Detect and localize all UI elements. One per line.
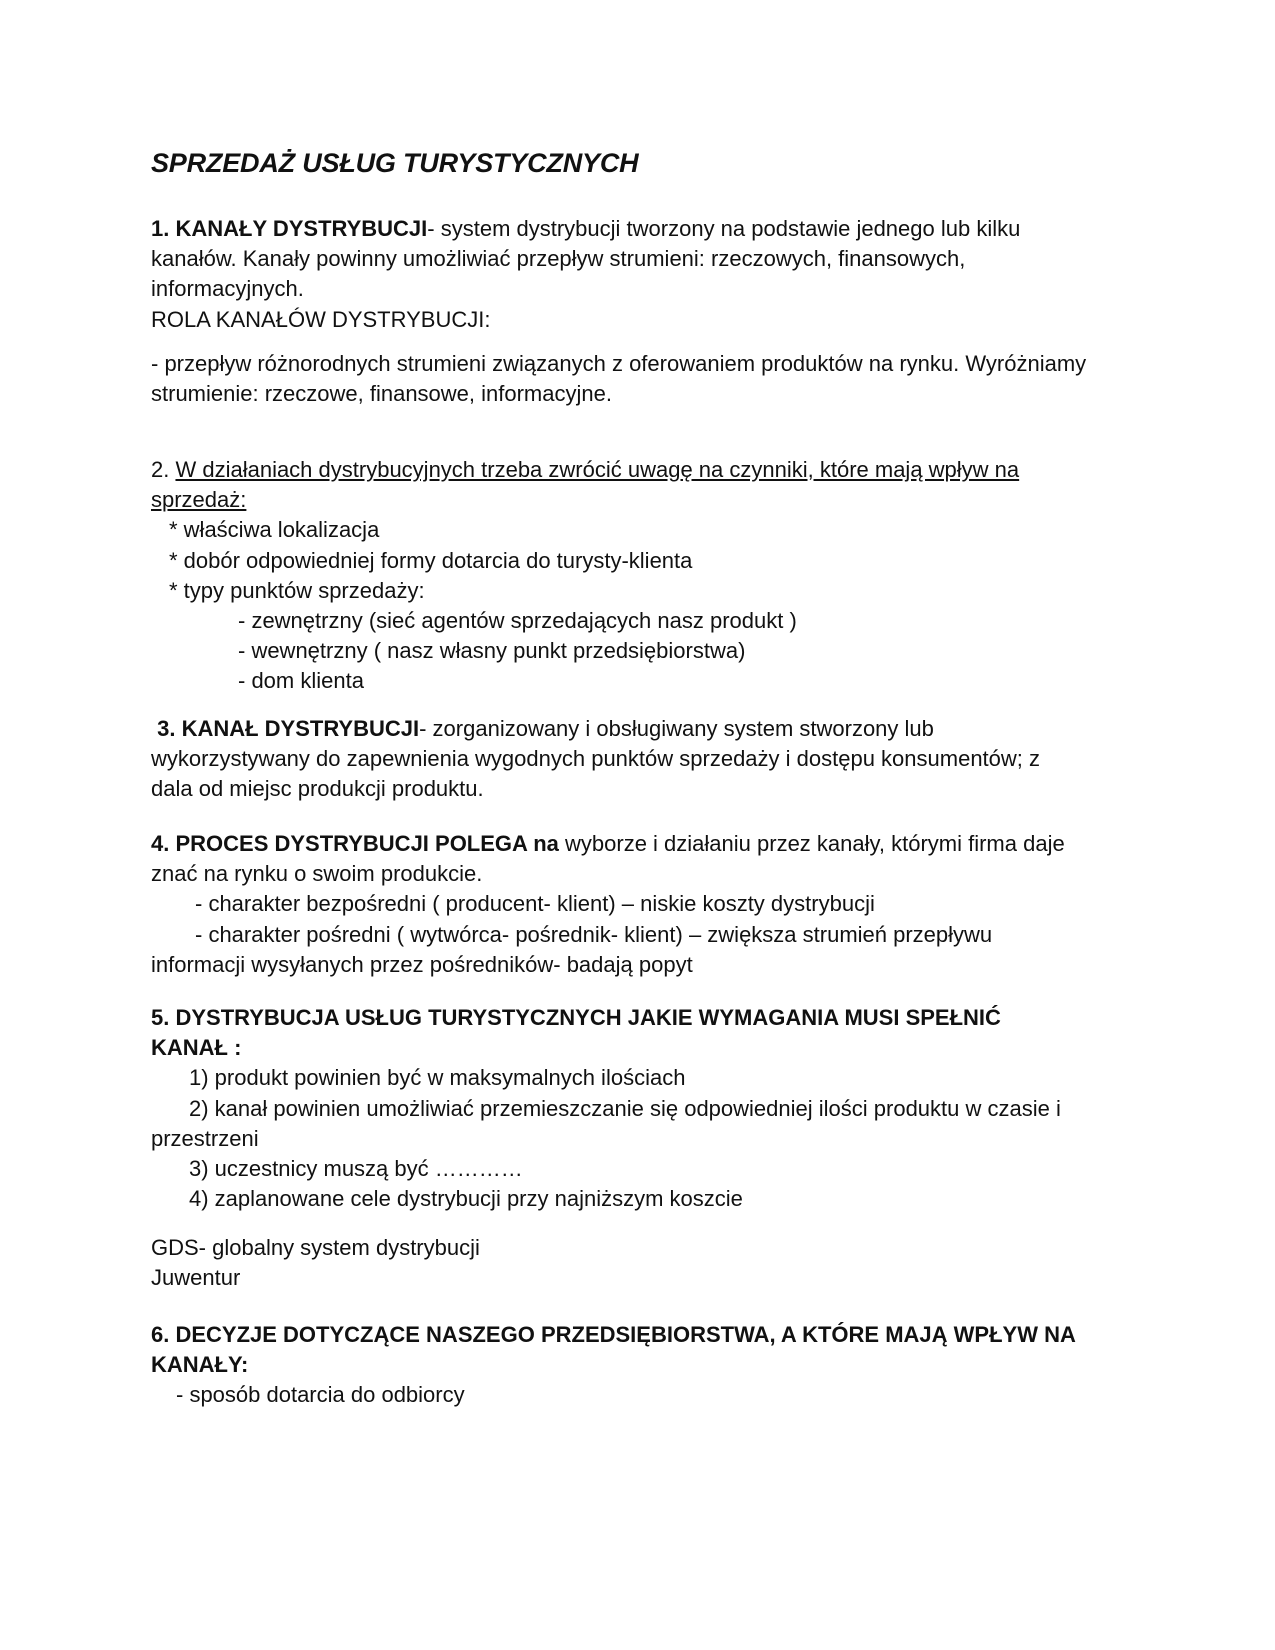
section-5 xyxy=(151,1003,1131,1214)
section-2-number: 2. xyxy=(151,457,176,482)
list-item: - sposób dotarcia do odbiorcy xyxy=(176,1382,465,1408)
section-1 xyxy=(151,214,1131,335)
section-2 xyxy=(151,455,1131,697)
list-item: 1) produkt powinien być w maksymalnych ilościach xyxy=(189,1065,686,1091)
juwentur-note: Juwentur xyxy=(151,1265,241,1291)
section-3-line-1 xyxy=(151,714,1131,744)
section-3-heading: 3. KANAŁ DYSTRYBUCJI xyxy=(151,716,420,741)
section-3-line-3: dala od miejsc produkcji produktu. xyxy=(151,776,484,802)
section-5-notes xyxy=(151,1233,1131,1293)
list-item: * typy punktów sprzedaży: xyxy=(169,577,425,603)
section-2-heading-line-1 xyxy=(151,455,1131,485)
sub-list-item: - zewnętrzny (sieć agentów sprzedających nasz produkt ) xyxy=(238,608,797,634)
list-item: * właściwa lokalizacja xyxy=(169,517,380,543)
section-2-heading-line-2 xyxy=(151,485,1131,515)
list-item-cont: przestrzeni xyxy=(151,1125,259,1151)
section-3-text: - zorganizowany i obsługiwany system stworzony lub xyxy=(419,716,934,741)
list-item: * dobór odpowiedniej formy dotarcia do turysty-klienta xyxy=(169,547,693,573)
document-title: SPRZEDAŻ USŁUG TURYSTYCZNYCH xyxy=(151,148,639,178)
section-1-line-2: kanałów. Kanały powinny umożliwiać przepływ strumieni: rzeczowych, finansowych, xyxy=(151,246,966,272)
section-1-text: - system dystrybucji tworzony na podstawie jednego lub kilku xyxy=(427,216,1021,241)
section-1-role-line-2: strumienie: rzeczowe, finansowe, informacyjne. xyxy=(151,381,612,407)
sub-list-item: - dom klienta xyxy=(238,668,364,694)
section-4-text: wyborze i działaniu przez kanały, którymi firma daje xyxy=(558,831,1065,856)
section-4-heading: 4. PROCES DYSTRYBUCJI POLEGA na xyxy=(151,831,559,856)
section-6-heading-line-2: KANAŁY: xyxy=(151,1352,249,1378)
list-item: - charakter pośredni ( wytwórca- pośrednik- klient) – zwiększa strumień przepływu xyxy=(195,921,993,947)
section-1-heading: 1. KANAŁY DYSTRYBUCJI xyxy=(151,216,428,241)
section-3-line-2: wykorzystywany do zapewnienia wygodnych punktów sprzedaży i dostępu konsumentów; z xyxy=(151,746,1041,772)
section-2-heading: W działaniach dystrybucyjnych trzeba zwrócić uwagę na czynniki, które mają wpływ na xyxy=(175,457,1020,482)
section-5-heading-line-2: KANAŁ : xyxy=(151,1035,242,1061)
list-item: - charakter bezpośredni ( producent- klient) – niskie koszty dystrybucji xyxy=(195,891,875,917)
section-5-heading-line-1: 5. DYSTRYBUCJA USŁUG TURYSTYCZNYCH JAKIE WYMAGANIA MUSI SPEŁNIĆ xyxy=(151,1005,1001,1030)
section-1-role-line-1: - przepływ różnorodnych strumieni związanych z oferowaniem produktów na rynku. Wyróżniamy xyxy=(151,351,1087,376)
list-item: 2) kanał powinien umożliwiać przemieszczanie się odpowiedniej ilości produktu w czasie i xyxy=(189,1095,1061,1121)
section-4 xyxy=(151,829,1131,980)
sub-list-item: - wewnętrzny ( nasz własny punkt przedsiębiorstwa) xyxy=(238,638,746,664)
section-1-role xyxy=(151,349,1131,409)
section-2-heading-cont: sprzedaż: xyxy=(151,487,247,513)
section-6 xyxy=(151,1320,1131,1411)
gds-note: GDS- globalny system dystrybucji xyxy=(151,1235,480,1260)
section-4-line-1 xyxy=(151,829,1131,859)
section-6-heading-line-1: 6. DECYZJE DOTYCZĄCE NASZEGO PRZEDSIĘBIORSTWA, A KTÓRE MAJĄ WPŁYW NA xyxy=(151,1322,1076,1347)
section-1-line-1 xyxy=(151,214,1131,244)
section-3 xyxy=(151,714,1131,805)
list-item: 4) zaplanowane cele dystrybucji przy najniższym koszcie xyxy=(189,1186,743,1212)
section-4-line-5: informacji wysyłanych przez pośredników- badają popyt xyxy=(151,951,693,977)
list-item: 3) uczestnicy muszą być ………… xyxy=(189,1156,523,1182)
section-1-line-3: informacyjnych. xyxy=(151,276,304,302)
section-1-role-heading: ROLA KANAŁÓW DYSTRYBUCJI: xyxy=(151,306,491,332)
section-4-line-2: znać na rynku o swoim produkcie. xyxy=(151,861,483,887)
